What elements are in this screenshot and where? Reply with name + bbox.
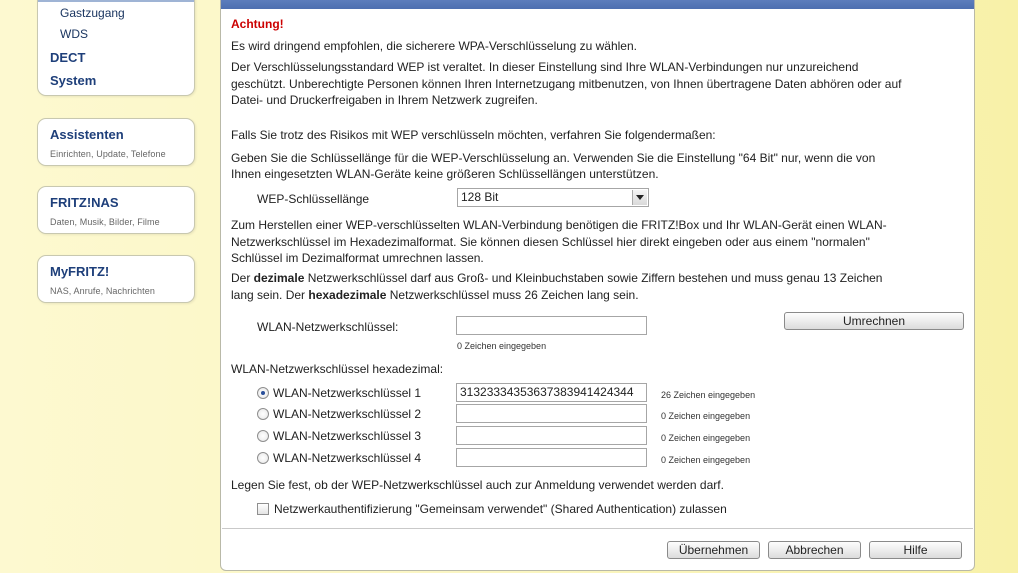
- hex-key-4-input[interactable]: [456, 448, 647, 467]
- sidebar-nav: [37, 0, 195, 96]
- hex-key-2-radio[interactable]: [257, 408, 269, 420]
- network-key-label: WLAN-Netzwerkschlüssel:: [257, 320, 399, 334]
- nav-item-wds[interactable]: WDS: [60, 27, 88, 41]
- assistenten-box[interactable]: [37, 118, 195, 166]
- hex-key-2-count: 0 Zeichen eingegeben: [661, 411, 751, 421]
- shared-auth-info: Legen Sie fest, ob der WEP-Netzwerkschlüssel auch zur Anmeldung verwendet werden darf.: [231, 478, 724, 492]
- convert-button[interactable]: Umrechnen: [784, 312, 964, 330]
- chevron-down-icon[interactable]: [632, 190, 647, 205]
- hex-key-4-radio[interactable]: [257, 452, 269, 464]
- key-length-info-line-1: Geben Sie die Schlüssellänge für die WEP-Verschlüsselung an. Verwenden Sie die Einstellung "64 Bit" nur, wenn die von: [231, 151, 876, 165]
- warning-title: Achtung!: [231, 17, 284, 31]
- hex-key-1-count: 26 Zeichen eingegeben: [661, 390, 756, 400]
- wep-info-line-1: Der Verschlüsselungsstandard WEP ist veraltet. In dieser Einstellung sind Ihre WLAN-Verbindungen nur unzureichend: [231, 60, 859, 74]
- hex-key-1-label[interactable]: WLAN-Netzwerkschlüssel 1: [273, 386, 422, 400]
- hex-key-2-input[interactable]: [456, 404, 647, 423]
- nav-item-system[interactable]: System: [50, 73, 97, 88]
- assistenten-title[interactable]: Assistenten: [50, 127, 124, 142]
- panel-header: [221, 0, 974, 9]
- network-key-count: 0 Zeichen eingegeben: [457, 341, 547, 351]
- warning-text: Es wird dringend empfohlen, die sicherere WPA-Verschlüsselung zu wählen.: [231, 39, 637, 53]
- shared-auth-label[interactable]: Netzwerkauthentifizierung "Gemeinsam verwendet" (Shared Authentication) zulassen: [274, 502, 727, 516]
- hex-key-3-radio[interactable]: [257, 430, 269, 442]
- key-length-label: WEP-Schlüssellänge: [257, 192, 370, 206]
- key-length-value: 128 Bit: [461, 190, 499, 204]
- network-key-input[interactable]: [456, 316, 647, 335]
- key-format-line-1: Der dezimale Netzwerkschlüssel darf aus Groß- und Kleinbuchstaben sowie Ziffern bestehen und muss genau 13 Zeichen: [231, 271, 883, 285]
- myfritz-box[interactable]: [37, 255, 195, 303]
- hex-key-3-count: 0 Zeichen eingegeben: [661, 433, 751, 443]
- fritznas-subtitle: Daten, Musik, Bilder, Filme: [50, 217, 160, 227]
- hex-key-3-label[interactable]: WLAN-Netzwerkschlüssel 3: [273, 429, 422, 443]
- hex-key-2-label[interactable]: WLAN-Netzwerkschlüssel 2: [273, 407, 422, 421]
- apply-button[interactable]: Übernehmen: [667, 541, 760, 559]
- myfritz-title[interactable]: MyFRITZ!: [50, 264, 110, 279]
- cancel-button[interactable]: Abbrechen: [768, 541, 861, 559]
- procedure-text: Falls Sie trotz des Risikos mit WEP verschlüsseln möchten, verfahren Sie folgendermaßen:: [231, 128, 716, 142]
- nav-item-dect[interactable]: DECT: [50, 50, 86, 65]
- wep-info-line-2: geschützt. Unberechtigte Personen können Ihren Internetzugang mitbenutzen, von Ihnen übertragene Daten abhören oder auf: [231, 77, 902, 91]
- nav-item-gastzugang[interactable]: Gastzugang: [60, 6, 125, 20]
- hex-info-line-3: Schlüssel im Dezimalformat umrechnen lassen.: [231, 251, 484, 265]
- hex-key-3-input[interactable]: [456, 426, 647, 445]
- fritznas-title[interactable]: FRITZ!NAS: [50, 195, 119, 210]
- footer-divider: [222, 528, 973, 529]
- hex-key-4-label[interactable]: WLAN-Netzwerkschlüssel 4: [273, 451, 422, 465]
- hex-info-line-2: Netzwerkschlüssel im Hexadezimalformat. Sie können diesen Schlüssel hier direkt eingeben oder aus einem "normalen": [231, 235, 870, 249]
- key-length-select[interactable]: [457, 188, 649, 207]
- hex-keys-heading: WLAN-Netzwerkschlüssel hexadezimal:: [231, 362, 444, 376]
- hex-key-1-radio[interactable]: [257, 387, 269, 399]
- wep-settings-panel: [220, 0, 975, 571]
- wep-info-line-3: Datei- und Druckerfreigaben in Ihrem Netzwerk zugreifen.: [231, 93, 538, 107]
- hex-key-1-input[interactable]: 31323334353637383941424344: [456, 383, 647, 402]
- help-button[interactable]: Hilfe: [869, 541, 962, 559]
- fritznas-box[interactable]: [37, 186, 195, 234]
- hex-info-line-1: Zum Herstellen einer WEP-verschlüsselten WLAN-Verbindung benötigen die FRITZ!Box und Ihr WLAN-Gerät einen WLAN-: [231, 218, 887, 232]
- assistenten-subtitle: Einrichten, Update, Telefone: [50, 149, 166, 159]
- shared-auth-checkbox[interactable]: [257, 503, 269, 515]
- hex-key-4-count: 0 Zeichen eingegeben: [661, 455, 751, 465]
- myfritz-subtitle: NAS, Anrufe, Nachrichten: [50, 286, 155, 296]
- key-length-info-line-2: Ihnen eingesetzten WLAN-Geräte keine größeren Schlüssellängen unterstützen.: [231, 167, 659, 181]
- nav-active-bar: [38, 0, 194, 2]
- key-format-line-2: lang sein. Der hexadezimale Netzwerkschlüssel muss 26 Zeichen lang sein.: [231, 288, 639, 302]
